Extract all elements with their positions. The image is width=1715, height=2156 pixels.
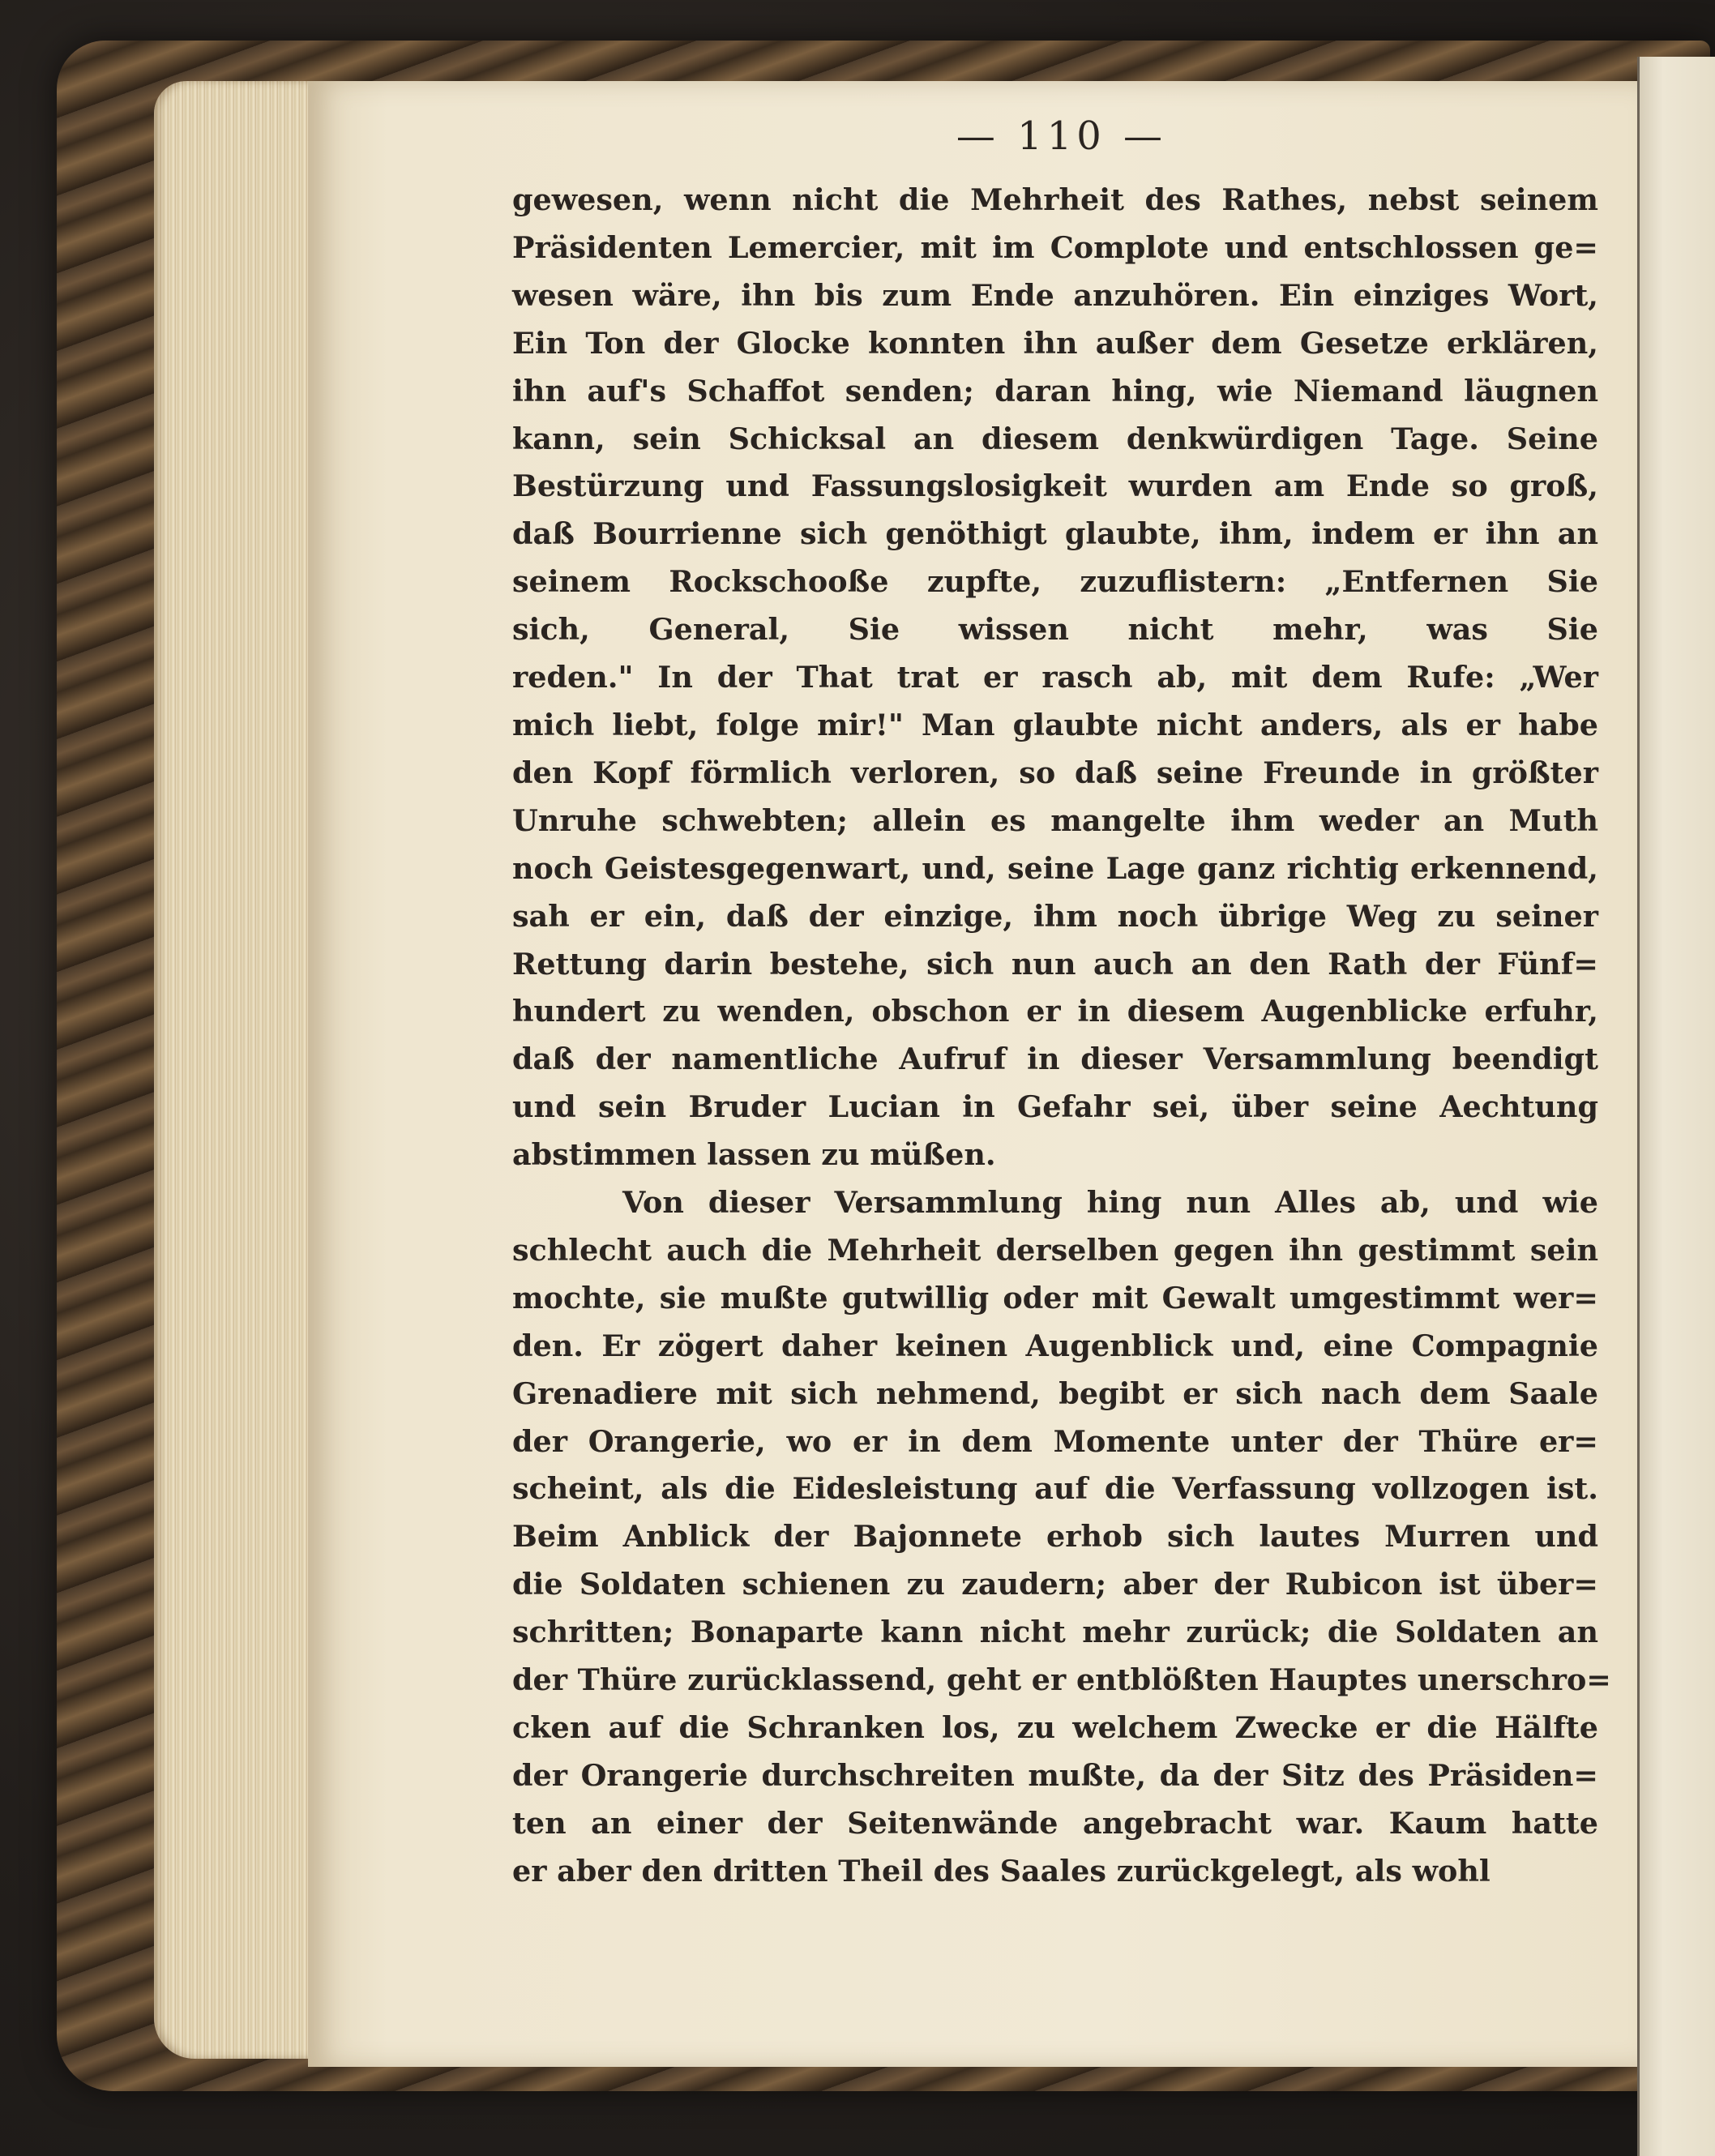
text-line: wesen wäre, ihn bis zum Ende anzuhören. Ein einziges Wort,: [512, 277, 1598, 313]
text-line: der Thüre zurücklassend, geht er entblößten Hauptes unerschro=: [512, 1662, 1611, 1698]
facing-page-edge: [1637, 57, 1715, 2156]
text-line: gewesen, wenn nicht die Mehrheit des Rathes, nebst seinem: [512, 182, 1598, 217]
text-line: er aber den dritten Theil des Saales zurückgelegt, als wohl: [512, 1853, 1490, 1889]
paragraph-container: [512, 177, 1611, 1896]
text-line: Von dieser Versammlung hing nun Alles ab, und wie: [622, 1185, 1598, 1221]
page-text: [512, 177, 1611, 1896]
text-line: den. Er zögert daher keinen Augenblick und, eine Compagnie: [512, 1328, 1598, 1363]
text-line: cken auf die Schranken los, zu welchem Zwecke er die Hälfte: [512, 1710, 1598, 1745]
text-line: schritten; Bonaparte kann nicht mehr zurück; die Soldaten an: [512, 1615, 1598, 1650]
text-line: Beim Anblick der Bajonnete erhob sich lautes Murren und: [512, 1519, 1598, 1555]
text-line: reden." In der That trat er rasch ab, mit dem Rufe: „Wer: [512, 660, 1598, 695]
text-line: ihn auf's Schaffot senden; daran hing, wie Niemand läugnen: [512, 373, 1598, 409]
text-line: schlecht auch die Mehrheit derselben gegen ihn gestimmt sein: [512, 1232, 1598, 1268]
text-line: kann, sein Schicksal an diesem denkwürdigen Tage. Seine: [512, 421, 1598, 456]
text-line: sah er ein, daß der einzige, ihm noch übrige Weg zu seiner: [512, 898, 1598, 934]
text-line: Bestürzung und Fassungslosigkeit wurden am Ende so groß,: [512, 468, 1598, 504]
text-line: noch Geistesgegenwart, und, seine Lage ganz richtig erkennend,: [512, 850, 1598, 886]
text-line: mochte, sie mußte gutwillig oder mit Gewalt umgestimmt wer=: [512, 1280, 1598, 1315]
text-line: Rettung darin bestehe, sich nun auch an den Rath der Fünf=: [512, 946, 1598, 982]
text-line: die Soldaten schienen zu zaudern; aber der Rubicon ist über=: [512, 1567, 1598, 1602]
text-line: ten an einer der Seitenwände angebracht war. Kaum hatte: [512, 1805, 1598, 1841]
text-line: Grenadiere mit sich nehmend, begibt er sich nach dem Saale: [512, 1375, 1598, 1411]
text-line: der Orangerie, wo er in dem Momente unter der Thüre er=: [512, 1423, 1598, 1459]
text-line: sich, General, Sie wissen nicht mehr, was Sie: [512, 612, 1598, 648]
text-line: den Kopf förmlich verloren, so daß seine Freunde in größter: [512, 755, 1598, 790]
text-line: und sein Bruder Lucian in Gefahr sei, über seine Aechtung: [512, 1089, 1598, 1125]
text-line: der Orangerie durchschreiten mußte, da der Sitz des Präsiden=: [512, 1757, 1598, 1793]
page-number: — 110 —: [956, 113, 1168, 159]
text-line: Unruhe schwebten; allein es mangelte ihm weder an Muth: [512, 802, 1598, 838]
text-line: seinem Rockschooße zupfte, zuzuflistern: „Entfernen Sie: [512, 564, 1598, 600]
text-line: hundert zu wenden, obschon er in diesem Augenblicke erfuhr,: [512, 994, 1598, 1029]
text-line: scheint, als die Eidesleistung auf die Verfassung vollzogen ist.: [512, 1471, 1598, 1507]
text-line: daß Bourrienne sich genöthigt glaubte, ihm, indem er ihn an: [512, 516, 1598, 552]
text-line: daß der namentliche Aufruf in dieser Versammlung beendigt: [512, 1042, 1598, 1077]
text-line: mich liebt, folge mir!" Man glaubte nicht anders, als er habe: [512, 707, 1598, 742]
text-line: abstimmen lassen zu müßen.: [512, 1137, 996, 1173]
text-line: Ein Ton der Glocke konnten ihn außer dem Gesetze erklären,: [512, 325, 1598, 361]
text-line: Präsidenten Lemercier, mit im Complote und entschlossen ge=: [512, 229, 1598, 265]
